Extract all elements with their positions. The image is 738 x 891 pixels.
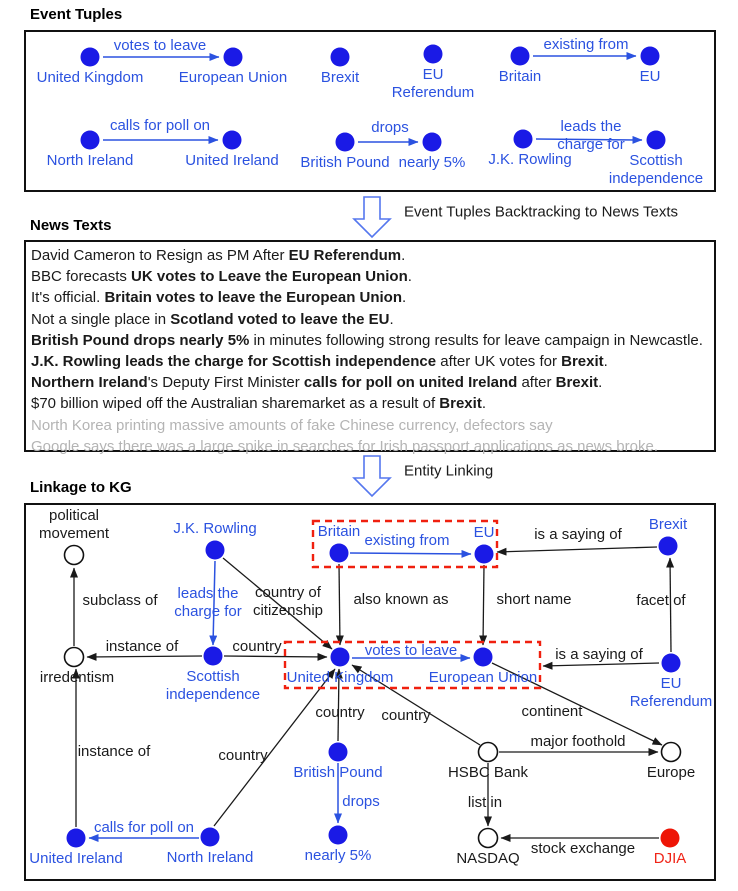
news-line: Northern Ireland's Deputy First Minister calls for poll on united Ireland after Brexit.: [31, 374, 603, 392]
kg-node-eu-referendum: [662, 654, 681, 673]
kg-node-north-ireland: [201, 828, 220, 847]
kg-edge-is-a-saying-of-5: [497, 547, 657, 552]
tuple-node-brexit: [331, 48, 350, 67]
tuple-node-united-kingdom: [81, 48, 100, 67]
kg-node-label-britain: Britain: [317, 523, 361, 540]
tuple-node-label-north-ireland: North Ireland: [46, 152, 134, 169]
kg-node-label-nearly-5-percent: nearly 5%: [304, 847, 372, 864]
kg-node-jk-rowling: [206, 541, 225, 560]
kg-edge-label-country-14: country: [315, 704, 365, 721]
kg-node-political-movement: [65, 546, 84, 565]
kg-node-britain: [330, 544, 349, 563]
kg-node-brexit: [659, 537, 678, 556]
kg-edge-label-subclass-of-0: subclass of: [82, 592, 158, 609]
kg-edge-label-also-known-as-3: also known as: [353, 591, 449, 608]
news-line: David Cameron to Resign as PM After EU Referendum.: [31, 247, 406, 264]
kg-edge-label-country-of-citizenship-2: country of citizenship: [252, 584, 324, 619]
kg-edge-label-country-15: country: [381, 707, 431, 724]
kg-node-label-united-ireland: United Ireland: [29, 850, 123, 867]
kg-edge-label-is-a-saying-of-5: is a saying of: [534, 526, 622, 543]
tuple-node-label-british-pound: British Pound: [300, 154, 390, 171]
tuple-node-scottish-independence: [647, 131, 666, 150]
kg-edge-label-stock-exchange-18: stock exchange: [530, 840, 636, 857]
kg-edge-also-known-as-3: [339, 564, 340, 645]
tuple-node-britain: [511, 47, 530, 66]
kg-node-eu: [475, 545, 494, 564]
kg-edge-facet-of-7: [670, 558, 671, 652]
kg-edge-existing-from-4: [350, 553, 471, 554]
event-tuples-title: Event Tuples: [30, 6, 123, 23]
tuple-node-label-scottish-independence: Scottish independence: [608, 152, 704, 187]
flow-label-backtracking: Event Tuples Backtracking to News Texts: [404, 203, 679, 221]
tuple-node-european-union: [224, 48, 243, 67]
kg-node-label-eu: EU: [473, 524, 495, 541]
kg-node-label-nasdaq: NASDAQ: [456, 850, 520, 867]
tuple-node-north-ireland: [81, 131, 100, 150]
highlight-boxes-group: [285, 521, 540, 688]
tuple-node-united-ireland: [223, 131, 242, 150]
flow-arrow-icon: [354, 456, 390, 496]
kg-edge-is-a-saying-of-11: [543, 663, 659, 666]
tuple-relation-drops: drops: [371, 119, 409, 136]
kg-edge-label-existing-from-4: existing from: [364, 532, 450, 549]
kg-node-label-united-kingdom: United Kingdom: [286, 669, 394, 686]
kg-edge-country-of-citizenship-2: [223, 558, 332, 649]
kg-edge-label-country-10: country: [232, 638, 282, 655]
kg-edge-instance-of-9: [87, 656, 202, 657]
kg-node-british-pound: [329, 743, 348, 762]
kg-node-label-north-ireland: North Ireland: [166, 849, 254, 866]
kg-node-european-union: [474, 648, 493, 667]
tuple-node-label-united-kingdom: United Kingdom: [36, 69, 144, 86]
news-line: Google says there was a large spike in searches for Irish passport applications as news broke.: [31, 437, 658, 455]
kg-edge-label-drops-21: drops: [342, 793, 380, 810]
tuple-node-nearly-5: [423, 133, 442, 152]
kg-node-nasdaq: [479, 829, 498, 848]
news-line: J.K. Rowling leads the charge for Scottish independence after UK votes for Brexit.: [31, 353, 608, 371]
tuple-node-label-brexit: Brexit: [320, 69, 360, 86]
news-line: BBC forecasts UK votes to Leave the European Union.: [31, 268, 412, 286]
kg-node-label-political-movement: political movement: [38, 507, 110, 542]
tuple-node-label-j-k-rowling: J.K. Rowling: [488, 151, 572, 168]
tuple-arrow-leads-the-charge-for: [536, 139, 642, 140]
kg-node-united-ireland: [67, 829, 86, 848]
tuple-relation-calls-for-poll-on: calls for poll on: [109, 117, 211, 134]
kg-node-label-europe: Europe: [646, 764, 696, 781]
tuple-relation-existing-from: existing from: [543, 36, 629, 53]
news-line: British Pound drops nearly 5% in minutes following strong results for leave campaign in Newcastle.: [31, 331, 703, 349]
news-line: It's official. Britain votes to leave the European Union.: [31, 289, 407, 307]
tuple-node-british-pound: [336, 133, 355, 152]
kg-node-label-brexit: Brexit: [648, 516, 688, 533]
kg-node-label-djia: DJIA: [653, 850, 687, 867]
kg-edge-continent-12: [492, 663, 662, 745]
tuple-node-eu: [641, 47, 660, 66]
kg-node-label-scottish-independence: Scottish independence: [165, 668, 261, 703]
kg-edge-label-is-a-saying-of-11: is a saying of: [555, 646, 643, 663]
tuple-node-eu-referendum: [424, 45, 443, 64]
kg-edge-label-calls-for-poll-on-19: calls for poll on: [93, 819, 195, 836]
kg-edge-label-votes-to-leave-8: votes to leave: [364, 642, 458, 659]
kg-edge-short-name-6: [483, 565, 484, 645]
kg-edge-label-facet-of-7: facet of: [636, 592, 686, 609]
kg-edge-country-13: [214, 669, 335, 826]
kg-node-united-kingdom: [331, 648, 350, 667]
flow-arrow-icon: [354, 197, 390, 237]
kg-node-scottish-independence: [204, 647, 223, 666]
kg-edge-label-leads-the-charge-for-1: leads the charge for: [174, 585, 242, 620]
kg-edge-country-10: [224, 656, 327, 657]
kg-node-europe: [662, 743, 681, 762]
kg-edge-label-major-foothold-16: major foothold: [530, 733, 626, 750]
kg-node-djia: [661, 829, 680, 848]
tuple-relation-votes-to-leave: votes to leave: [113, 37, 207, 54]
kg-edge-leads-the-charge-for-1: [213, 561, 215, 645]
kg-edge-label-instance-of-20: instance of: [77, 743, 151, 760]
news-lines-list: [31, 245, 711, 457]
tuple-node-label-eu-referendum: EU Referendum: [391, 66, 475, 101]
kg-node-label-hsbc-bank: HSBC Bank: [447, 764, 529, 781]
kg-edge-label-continent-12: continent: [521, 703, 583, 720]
news-line: North Korea printing massive amounts of fake Chinese currency, defectors say: [31, 416, 553, 434]
kg-edge-label-instance-of-9: instance of: [105, 638, 179, 655]
news-line: Not a single place in Scotland voted to leave the EU.: [31, 310, 394, 328]
tuple-node-label-nearly-5: nearly 5%: [398, 154, 466, 171]
tuple-node-j-k-rowling: [514, 130, 533, 149]
tuple-relation-leads-the-charge-for: leads the charge for: [557, 118, 625, 153]
tuple-node-label-britain: Britain: [498, 68, 542, 85]
tuple-node-label-united-ireland: United Ireland: [185, 152, 279, 169]
kg-edge-label-list-in-17: list in: [467, 794, 503, 811]
kg-node-irredentism: [65, 648, 84, 667]
event-highlight-box: [285, 642, 540, 688]
kg-edge-label-country-13: country: [218, 747, 268, 764]
kg-node-hsbc-bank: [479, 743, 498, 762]
kg-node-label-eu-referendum: EU Referendum: [629, 675, 713, 710]
news-line: $70 billion wiped off the Australian sharemarket as a result of Brexit.: [31, 395, 486, 413]
kg-edge-country-14: [338, 669, 339, 741]
tuple-node-label-european-union: European Union: [178, 69, 288, 86]
kg-edge-label-short-name-6: short name: [496, 591, 572, 608]
kg-node-label-irredentism: irredentism: [39, 669, 115, 686]
kg-node-label-british-pound: British Pound: [293, 764, 383, 781]
tuple-node-label-eu: EU: [639, 68, 661, 85]
news-texts-title: News Texts: [30, 217, 112, 234]
linkage-kg-title: Linkage to KG: [30, 479, 132, 496]
kg-edge-country-15: [352, 665, 480, 745]
flow-label-entity-linking: Entity Linking: [404, 462, 494, 480]
kg-node-label-european-union: European Union: [428, 669, 538, 686]
kg-node-nearly-5-percent: [329, 826, 348, 845]
kg-node-label-jk-rowling: J.K. Rowling: [173, 520, 257, 537]
